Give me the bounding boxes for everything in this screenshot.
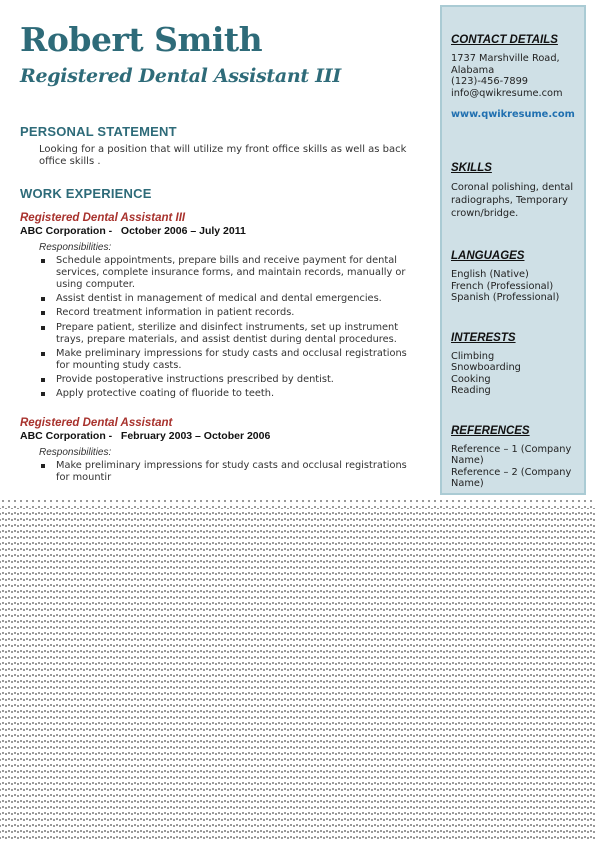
list-item: Climbing	[451, 350, 495, 362]
list-item: Reference – 2 (Company Name)	[451, 466, 572, 490]
list-item: Reference – 1 (Company Name)	[451, 443, 572, 467]
languages-heading: LANGUAGES	[451, 250, 525, 263]
job-company-dates: ABC Corporation - February 2003 – October 2006	[20, 430, 271, 443]
contact-address: 1737 Marshville Road, Alabama	[451, 53, 560, 76]
list-item: Make preliminary impressions for study casts and occlusal registrations for mounting study casts.	[56, 348, 418, 372]
candidate-name: Robert Smith	[20, 20, 263, 59]
personal-statement-text: Looking for a position that will utilize my front office skills as well as back office skills .	[39, 144, 407, 167]
list-item: Prepare patient, sterilize and disinfect instruments, set up instrument trays, prepare materials, and assist dentist during dental procedures.	[56, 322, 418, 346]
job-entry	[20, 416, 420, 484]
responsibilities-list	[20, 460, 420, 484]
list-item: Reading	[451, 385, 491, 397]
responsibilities-list	[20, 255, 420, 400]
list-item: Schedule appointments, prepare bills and receive payment for dental services, complete insurance forms, and maintain records, manually or using computer.	[56, 255, 418, 291]
list-item: Cooking	[451, 373, 491, 385]
list-item: French (Professional)	[451, 280, 554, 292]
responsibilities-label: Responsibilities:	[39, 242, 112, 253]
list-item: English (Native)	[451, 269, 529, 281]
responsibilities-label: Responsibilities:	[39, 447, 112, 459]
job-title: Registered Dental Assistant	[20, 417, 173, 430]
job-title: Registered Dental Assistant III	[20, 212, 186, 224]
job-entry	[20, 211, 420, 400]
list-item: Provide postoperative instructions prescribed by dentist.	[56, 374, 418, 386]
list-item: Record treatment information in patient records.	[56, 307, 418, 319]
job-company-dates: ABC Corporation - October 2006 – July 2011	[20, 225, 246, 237]
contact-phone: (123)-456-7899	[451, 76, 529, 87]
contact-heading: CONTACT DETAILS	[451, 34, 558, 46]
references-heading: REFERENCES	[451, 424, 530, 437]
candidate-title: Registered Dental Assistant III	[20, 65, 341, 87]
contact-email[interactable]: info@qwikresume.com	[451, 87, 563, 99]
work-experience-heading: WORK EXPERIENCE	[20, 186, 152, 201]
skills-heading: SKILLS	[451, 162, 492, 175]
dotted-overlay-pattern	[0, 508, 595, 842]
contact-website-link[interactable]: www.qwikresume.com	[451, 108, 575, 120]
sidebar	[440, 5, 586, 495]
main-column	[20, 20, 420, 487]
list-item: Assist dentist in management of medical and dental emergencies.	[56, 293, 418, 305]
skills-text: Coronal polishing, dental radiographs, Temporary crown/bridge.	[451, 182, 574, 220]
list-item: Apply protective coating of fluoride to teeth.	[56, 388, 418, 400]
list-item: Make preliminary impressions for study casts and occlusal registrations for mountir	[56, 460, 418, 484]
list-item: Spanish (Professional)	[451, 292, 560, 304]
interests-heading: INTERESTS	[451, 331, 516, 344]
list-item: Snowboarding	[451, 362, 521, 374]
personal-statement-heading: PERSONAL STATEMENT	[20, 124, 177, 139]
